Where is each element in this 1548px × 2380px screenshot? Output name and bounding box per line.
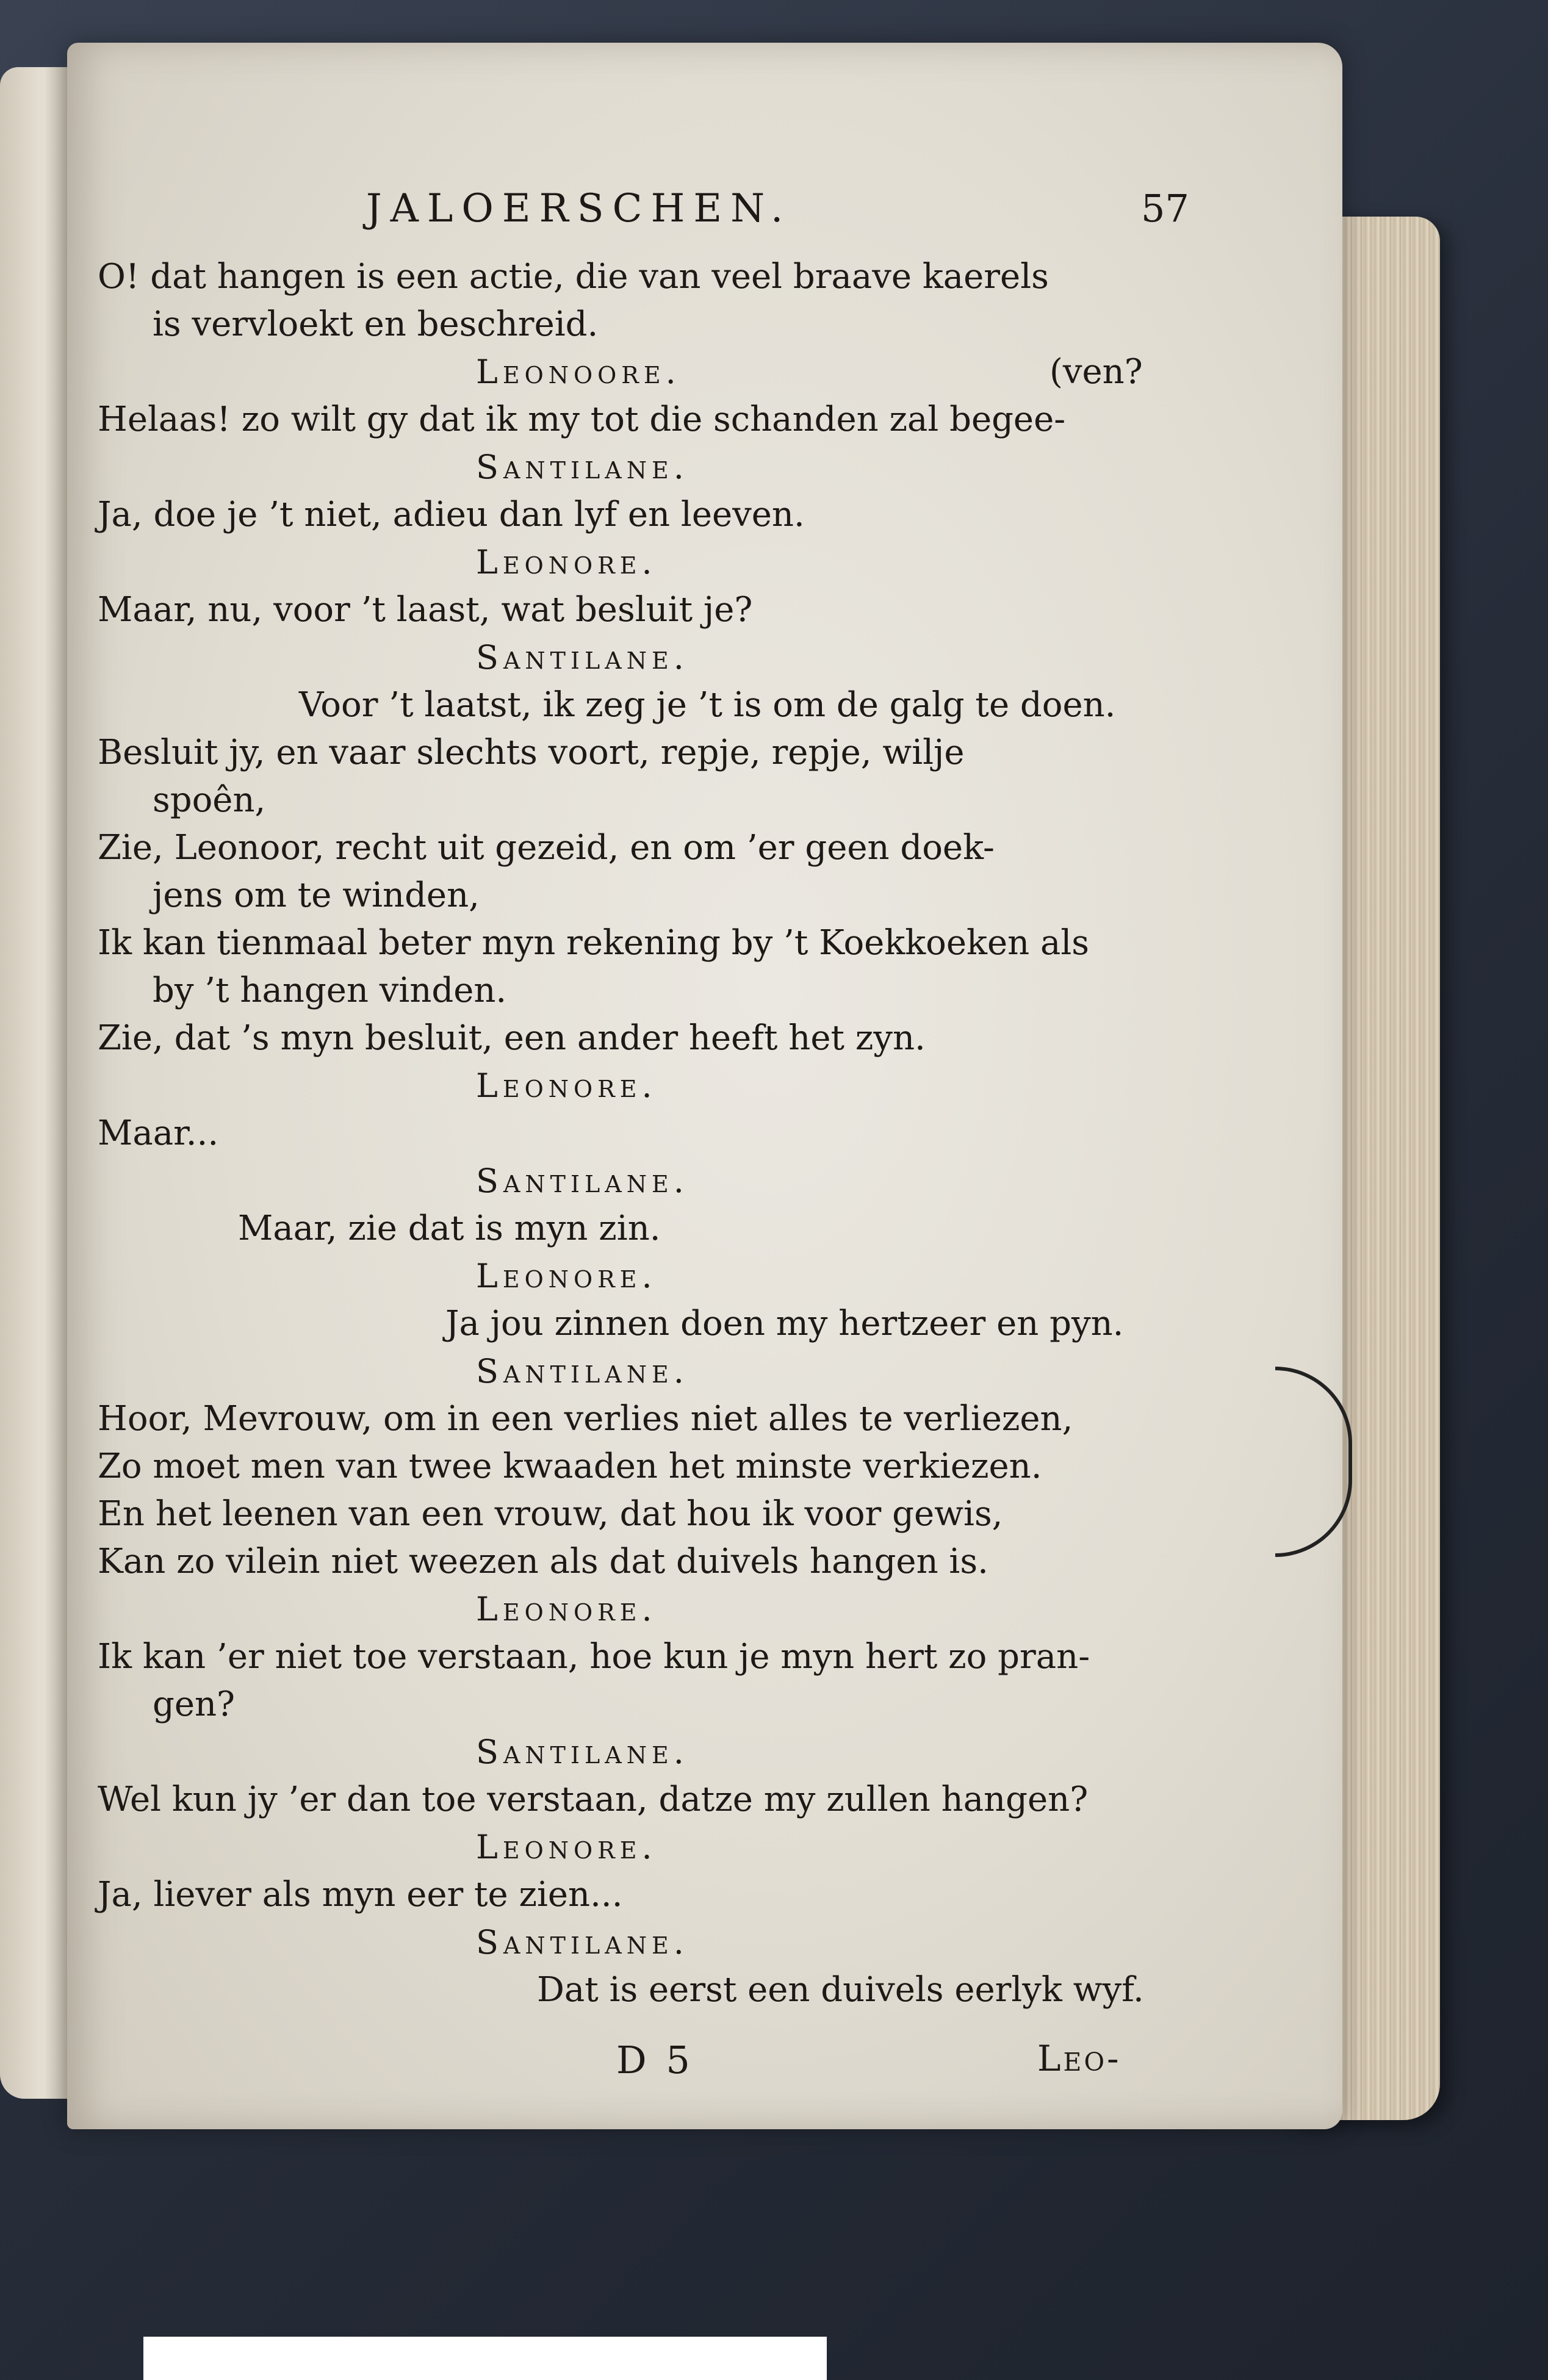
verse-line xyxy=(98,1538,1214,1586)
speaker-name: Leonore. xyxy=(476,1066,657,1105)
speaker-heading xyxy=(98,634,1214,681)
verse-line xyxy=(98,396,1214,444)
verse-text: is vervloekt en beschreid. xyxy=(153,304,599,344)
speaker-heading xyxy=(98,1062,1214,1110)
speaker-name: Leonoore. xyxy=(476,353,681,391)
verse-text: gen? xyxy=(153,1684,236,1724)
speaker-heading xyxy=(98,1824,1214,1871)
verse-line xyxy=(98,919,1214,967)
speaker-name: Santilane. xyxy=(476,638,689,677)
running-title: JALOERSCHEN. xyxy=(366,186,792,231)
left-page-edge xyxy=(0,67,73,2099)
speaker-name: Santilane. xyxy=(476,448,689,486)
verse-line xyxy=(98,1205,1214,1253)
verse-text: Besluit jy, en vaar slechts voort, repje, repje, wilje xyxy=(98,733,965,772)
verse-text: Wel kun jy ’er dan toe verstaan, datze my zullen hangen? xyxy=(98,1780,1089,1819)
verse-line xyxy=(98,1871,1214,1919)
verse-text: Maar... xyxy=(98,1113,219,1153)
signature-mark: D 5 xyxy=(616,2038,694,2082)
speaker-heading xyxy=(98,1348,1214,1395)
verse-line xyxy=(98,1110,1214,1157)
speaker-name: Leonore. xyxy=(476,543,657,581)
speaker-heading xyxy=(98,1728,1214,1776)
speaker-heading xyxy=(98,1157,1214,1205)
verse-text: Helaas! zo wilt gy dat ik my tot die schanden zal begee- xyxy=(98,400,1066,439)
verse-text: Ik kan tienmaal beter myn rekening by ’t Koekkoeken als xyxy=(98,923,1090,963)
speaker-heading xyxy=(98,1586,1214,1633)
verse-text: Maar, nu, voor ’t laast, wat besluit je? xyxy=(98,590,753,630)
verse-line xyxy=(98,681,1214,729)
verse-line xyxy=(98,301,1214,348)
verse-line xyxy=(98,1633,1214,1681)
verse-line xyxy=(98,1681,1214,1728)
speaker-heading xyxy=(98,444,1214,491)
verse-text: Zie, dat ’s myn besluit, een ander heeft het zyn. xyxy=(98,1018,926,1058)
verse-turnover: (ven? xyxy=(1049,352,1143,392)
verse-line xyxy=(98,253,1214,301)
verse-text: Hoor, Mevrouw, om in een verlies niet alles te verliezen, xyxy=(98,1399,1073,1439)
verse-text: spoên, xyxy=(153,780,266,820)
speaker-name: Santilane. xyxy=(476,1162,689,1200)
verse-line xyxy=(98,1395,1214,1443)
speaker-heading xyxy=(98,348,1214,396)
verse-text: Voor ’t laatst, ik zeg je ’t is om de galg te doen. xyxy=(299,685,1116,725)
redaction-box xyxy=(143,2337,827,2380)
verse-text: En het leenen van een vrouw, dat hou ik voor gewis, xyxy=(98,1494,1003,1534)
verse-line xyxy=(98,1776,1214,1824)
book-page xyxy=(67,43,1342,2129)
speaker-name: Leonore. xyxy=(476,1828,657,1866)
speaker-heading xyxy=(98,1253,1214,1300)
speaker-heading xyxy=(98,1919,1214,1966)
verse-text: Dat is eerst een duivels eerlyk wyf. xyxy=(537,1970,1144,2010)
verse-text: Ja, doe je ’t niet, adieu dan lyf en leeven. xyxy=(98,495,805,534)
verse-text: jens om te winden, xyxy=(153,875,480,915)
verse-text: O! dat hangen is een actie, die van veel braave kaerels xyxy=(98,257,1049,297)
verse-line xyxy=(98,1015,1214,1062)
catchword: Leo- xyxy=(1037,2038,1121,2079)
verse-line xyxy=(98,729,1214,777)
verse-line xyxy=(98,1300,1214,1348)
verse-line xyxy=(98,824,1214,872)
verse-text: Zo moet men van twee kwaaden het minste verkiezen. xyxy=(98,1447,1042,1486)
verse-line xyxy=(98,1490,1214,1538)
verse-text: Ja, liever als myn eer te zien... xyxy=(98,1875,623,1914)
verse-line xyxy=(98,1966,1214,2014)
verse-text: Kan zo vilein niet weezen als dat duivels hangen is. xyxy=(98,1542,988,1581)
speaker-name: Santilane. xyxy=(476,1352,689,1390)
speaker-name: Leonore. xyxy=(476,1590,657,1628)
verse-text: Ja jou zinnen doen my hertzeer en pyn. xyxy=(445,1304,1124,1343)
speaker-name: Santilane. xyxy=(476,1733,689,1771)
verse-line xyxy=(98,491,1214,539)
verse-text: by ’t hangen vinden. xyxy=(153,971,507,1010)
verse-line xyxy=(98,1443,1214,1490)
verse-text: Maar, zie dat is myn zin. xyxy=(238,1209,661,1248)
verse-text: Ik kan ’er niet toe verstaan, hoe kun je myn hert zo pran- xyxy=(98,1637,1090,1677)
verse-line xyxy=(98,777,1214,824)
verse-line xyxy=(98,967,1214,1015)
speaker-name: Leonore. xyxy=(476,1257,657,1295)
verse-line xyxy=(98,872,1214,919)
speaker-name: Santilane. xyxy=(476,1923,689,1961)
speaker-heading xyxy=(98,539,1214,586)
verse-text: Zie, Leonoor, recht uit gezeid, en om ’er geen doek- xyxy=(98,828,995,868)
page-number: 57 xyxy=(1141,186,1189,231)
page-text xyxy=(98,253,1214,2014)
verse-line xyxy=(98,586,1214,634)
